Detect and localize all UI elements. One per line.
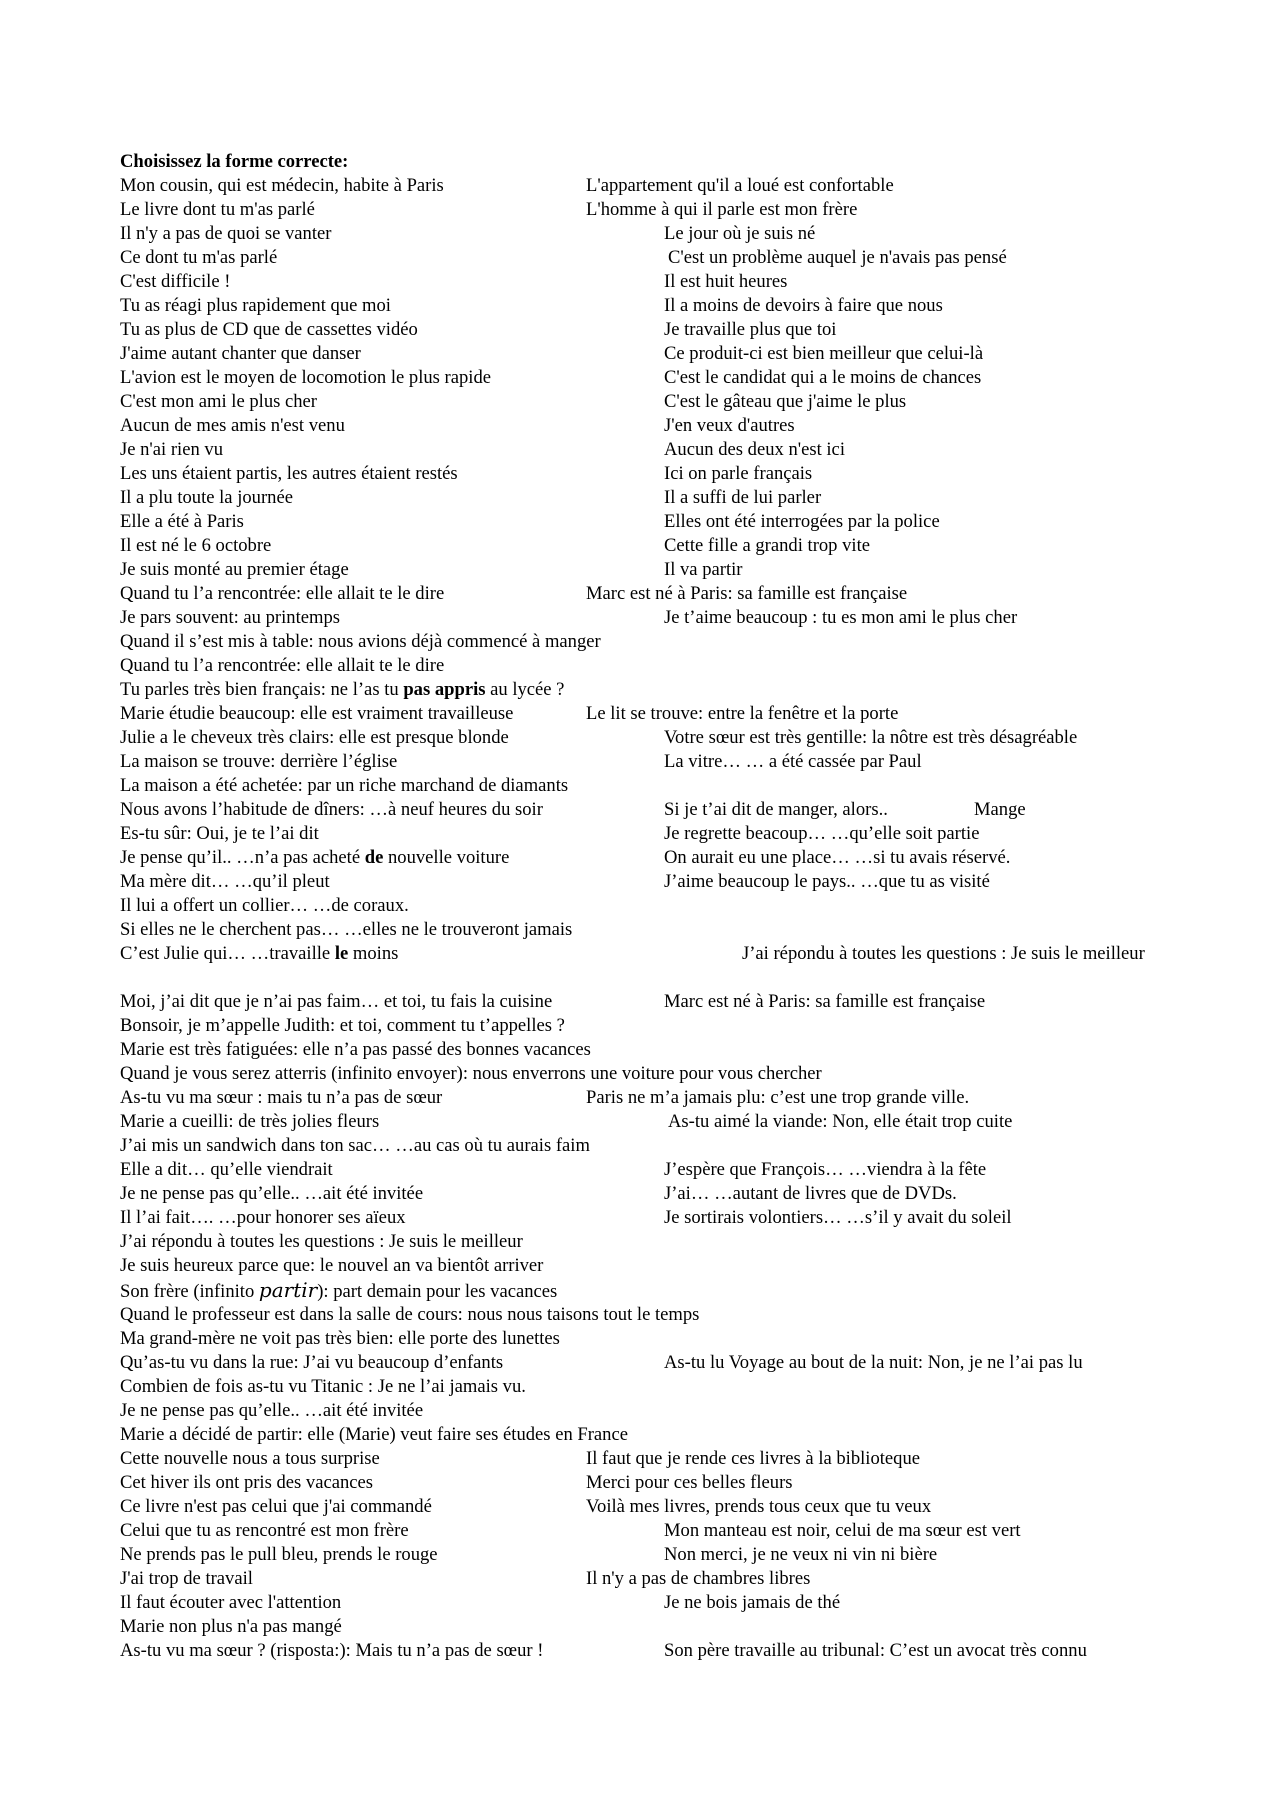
- sentence-row: [120, 246, 1200, 270]
- sentence-left: Ma grand-mère ne voit pas très bien: elle porte des lunettes: [120, 1328, 560, 1349]
- sentence-emphasis: de: [364, 847, 384, 868]
- sentence-row: [120, 1134, 1200, 1158]
- sentence-left: Je pars souvent: au printemps: [120, 607, 340, 628]
- sentence-right: Je travaille plus que toi: [664, 319, 837, 340]
- sentence-row: [120, 1447, 1200, 1471]
- sentence-row: [120, 606, 1200, 630]
- sentence-right: On aurait eu une place… …si tu avais réservé.: [664, 847, 1011, 868]
- sentence-left: C'est difficile !: [120, 271, 231, 292]
- sentence-left: Cet hiver ils ont pris des vacances: [120, 1472, 374, 1493]
- sentence-left: [120, 846, 509, 870]
- sentence-row: [120, 1591, 1200, 1615]
- sentence-left: Je suis monté au premier étage: [120, 559, 349, 580]
- sentence-right: Votre sœur est très gentille: la nôtre est très désagréable: [664, 727, 1078, 748]
- sentence-left: [120, 1278, 557, 1304]
- sentence-row: [120, 1351, 1200, 1375]
- sentence-left: J’ai mis un sandwich dans ton sac… …au cas où tu aurais faim: [120, 1135, 590, 1156]
- sentence-left: J'ai trop de travail: [120, 1568, 253, 1589]
- sentence-left: Je ne pense pas qu’elle.. …ait été invitée: [120, 1183, 424, 1204]
- sentence-left: Quand tu l’a rencontrée: elle allait te le dire: [120, 655, 445, 676]
- sentence-right: Je t’aime beaucoup : tu es mon ami le plus cher: [664, 607, 1018, 628]
- sentence-row: [120, 1182, 1200, 1206]
- sentence-row: [120, 558, 1200, 582]
- sentence-row: [120, 582, 1200, 606]
- sentence-left: Bonsoir, je m’appelle Judith: et toi, comment tu t’appelles ?: [120, 1015, 565, 1036]
- sentence-left: Marie non plus n'a pas mangé: [120, 1616, 342, 1637]
- sentence-text: nouvelle voiture: [383, 847, 510, 868]
- sentence-row: [120, 534, 1200, 558]
- sentence-right: C'est un problème auquel je n'avais pas pensé: [668, 247, 1007, 268]
- sentence-right: As-tu aimé la viande: Non, elle était trop cuite: [668, 1111, 1013, 1132]
- exercise-title: Choisissez la forme correcte:: [120, 151, 349, 172]
- sentence-row: [120, 1495, 1200, 1519]
- sentence-right: Ce produit-ci est bien meilleur que celui-là: [664, 343, 984, 364]
- sentence-row: [120, 1038, 1200, 1062]
- sentence-row: [120, 726, 1200, 750]
- sentence-left: Marie est très fatiguées: elle n’a pas passé des bonnes vacances: [120, 1039, 591, 1060]
- sentence-right: Merci pour ces belles fleurs: [586, 1472, 793, 1493]
- sentence-left: Quand il s’est mis à table: nous avions déjà commencé à manger: [120, 631, 601, 652]
- sentence-left: Tu as réagi plus rapidement que moi: [120, 295, 391, 316]
- sentence-left: Il a plu toute la journée: [120, 487, 293, 508]
- sentence-row: [120, 918, 1200, 942]
- sentence-row: [120, 366, 1200, 390]
- sentence-row: [120, 894, 1200, 918]
- sentence-left: Qu’as-tu vu dans la rue: J’ai vu beaucoup d’enfants: [120, 1352, 504, 1373]
- sentence-left: Aucun de mes amis n'est venu: [120, 415, 345, 436]
- sentence-left: Il faut écouter avec l'attention: [120, 1592, 342, 1613]
- sentence-left: Elle a dit… qu’elle viendrait: [120, 1159, 333, 1180]
- sentence-right: Je sortirais volontiers… …s’il y avait du soleil: [664, 1207, 1012, 1228]
- sentence-right: Aucun des deux n'est ici: [664, 439, 845, 460]
- sentence-right: Le jour où je suis né: [664, 223, 816, 244]
- sentence-row: [120, 990, 1200, 1014]
- sentence-left: As-tu vu ma sœur ? (risposta:): Mais tu n’a pas de sœur !: [120, 1640, 544, 1661]
- sentence-emphasis: le: [334, 943, 349, 964]
- sentence-right: Mon manteau est noir, celui de ma sœur est vert: [664, 1520, 1021, 1541]
- sentence-row: [120, 1375, 1200, 1399]
- sentence-row: [120, 1062, 1200, 1086]
- sentence-row: [120, 1254, 1200, 1278]
- sentence-emphasis: partir: [258, 1278, 318, 1302]
- sentence-right: Non merci, je ne veux ni vin ni bière: [664, 1544, 938, 1565]
- sentence-right: Si je t’ai dit de manger, alors..: [664, 799, 888, 820]
- sentence-left: Quand le professeur est dans la salle de cours: nous nous taisons tout le temps: [120, 1304, 700, 1325]
- sentence-row: [120, 198, 1200, 222]
- sentence-left: L'avion est le moyen de locomotion le plus rapide: [120, 367, 492, 388]
- sentence-left: Il l’ai fait…. …pour honorer ses aïeux: [120, 1207, 406, 1228]
- sentence-right: J’espère que François… …viendra à la fête: [664, 1159, 987, 1180]
- sentence-left: La maison a été achetée: par un riche marchand de diamants: [120, 775, 569, 796]
- sentence-right: Il faut que je rende ces livres à la biblioteque: [586, 1448, 921, 1469]
- sentence-left: Celui que tu as rencontré est mon frère: [120, 1520, 409, 1541]
- sentence-left: Elle a été à Paris: [120, 511, 244, 532]
- sentence-left: Le livre dont tu m'as parlé: [120, 199, 315, 220]
- sentence-row: [120, 1230, 1200, 1254]
- sentence-right: J’aime beaucoup le pays.. …que tu as visité: [664, 871, 990, 892]
- sentence-emphasis: pas appris: [403, 679, 486, 700]
- sentence-left: Marie a cueilli: de très jolies fleurs: [120, 1111, 380, 1132]
- sentence-row: [120, 414, 1200, 438]
- sentence-row: [120, 774, 1200, 798]
- sentence-right: L'appartement qu'il a loué est confortable: [586, 175, 894, 196]
- sentence-left: Quand tu l’a rencontrée: elle allait te le dire: [120, 583, 445, 604]
- sentence-right: Le lit se trouve: entre la fenêtre et la porte: [586, 703, 899, 724]
- sentence-right: C'est le candidat qui a le moins de chances: [664, 367, 982, 388]
- sentence-row: [120, 486, 1200, 510]
- sentence-left: Les uns étaient partis, les autres étaient restés: [120, 463, 458, 484]
- sentence-row: [120, 438, 1200, 462]
- sentence-text: Tu parles très bien français: ne l’as tu: [120, 679, 404, 700]
- sentence-right: Il n'y a pas de chambres libres: [586, 1568, 811, 1589]
- sentence-row: [120, 390, 1200, 414]
- sentence-right: Marc est né à Paris: sa famille est française: [586, 583, 908, 604]
- sentence-right: Il a suffi de lui parler: [664, 487, 822, 508]
- sentence-right: Il va partir: [664, 559, 743, 580]
- sentence-left: Marie a décidé de partir: elle (Marie) veut faire ses études en France: [120, 1424, 628, 1445]
- sentence-row: [120, 678, 1200, 702]
- sentence-right: Je ne bois jamais de thé: [664, 1592, 841, 1613]
- sentence-right: J’ai… …autant de livres que de DVDs.: [664, 1183, 957, 1204]
- sentence-answer: Mange: [974, 799, 1026, 820]
- sentence-left: Ma mère dit… …qu’il pleut: [120, 871, 330, 892]
- sentence-left: Je ne pense pas qu’elle.. …ait été invitée: [120, 1400, 424, 1421]
- sentence-text: au lycée ?: [485, 679, 565, 700]
- sentence-left: Ce livre n'est pas celui que j'ai commandé: [120, 1496, 432, 1517]
- exercise-sheet: [120, 150, 1200, 1663]
- sentence-left: Il est né le 6 octobre: [120, 535, 272, 556]
- sentence-left: Nous avons l’habitude de dîners: …à neuf heures du soir: [120, 799, 543, 820]
- sentence-row: [120, 222, 1200, 246]
- sentence-text: Son frère (infinito: [120, 1281, 259, 1302]
- sentence-row: [120, 798, 1200, 822]
- sentence-left: Je n'ai rien vu: [120, 439, 224, 460]
- sentence-row: [120, 1327, 1200, 1351]
- sentence-right: Marc est né à Paris: sa famille est française: [664, 991, 986, 1012]
- sentence-left: Si elles ne le cherchent pas… …elles ne le trouveront jamais: [120, 919, 573, 940]
- sentence-left: As-tu vu ma sœur : mais tu n’a pas de sœur: [120, 1087, 443, 1108]
- sentence-row: [120, 1014, 1200, 1038]
- sentence-row: [120, 1615, 1200, 1639]
- sentence-row: [120, 1567, 1200, 1591]
- sentence-right: Je regrette beacoup… …qu’elle soit partie: [664, 823, 980, 844]
- sentence-left: Mon cousin, qui est médecin, habite à Paris: [120, 175, 444, 196]
- sentence-row: [120, 630, 1200, 654]
- sentence-left: J’ai répondu à toutes les questions : Je suis le meilleur: [120, 1231, 523, 1252]
- sentence-row: [120, 1086, 1200, 1110]
- sentence-row: [120, 1471, 1200, 1495]
- sentence-row: [120, 342, 1200, 366]
- sentence-left: Je suis heureux parce que: le nouvel an va bientôt arriver: [120, 1255, 544, 1276]
- sentence-left: Il lui a offert un collier… …de coraux.: [120, 895, 409, 916]
- sentence-row: [120, 870, 1200, 894]
- sentence-row: [120, 1423, 1200, 1447]
- sentence-text: C’est Julie qui… …travaille: [120, 943, 335, 964]
- sentence-row: [120, 846, 1200, 870]
- sentence-row: [120, 822, 1200, 846]
- sentence-left: Es-tu sûr: Oui, je te l’ai dit: [120, 823, 319, 844]
- sentence-right: Cette fille a grandi trop vite: [664, 535, 871, 556]
- sentence-row-wrapped: [120, 942, 1200, 990]
- sentence-right: Son père travaille au tribunal: C’est un avocat très connu: [664, 1640, 1087, 1661]
- sentence-row: [120, 1543, 1200, 1567]
- sentence-right: Paris ne m’a jamais plu: c’est une trop grande ville.: [586, 1087, 970, 1108]
- sentence-left: [120, 678, 564, 702]
- sentence-right: C'est le gâteau que j'aime le plus: [664, 391, 907, 412]
- sentence-right: Il est huit heures: [664, 271, 788, 292]
- sentence-row: [120, 270, 1200, 294]
- sentence-right: Ici on parle français: [664, 463, 813, 484]
- sentence-row: [120, 1639, 1200, 1663]
- sentence-row: [120, 1278, 1200, 1303]
- sentence-right: J’ai répondu à toutes les questions : Je suis le meilleur: [742, 943, 1145, 964]
- sentence-left: Marie étudie beaucoup: elle est vraiment travailleuse: [120, 703, 514, 724]
- sentence-right: La vitre… … a été cassée par Paul: [664, 751, 922, 772]
- sentence-left: J'aime autant chanter que danser: [120, 343, 361, 364]
- sentence-row: [120, 750, 1200, 774]
- sentence-row: [120, 1110, 1200, 1134]
- sentence-text: ): part demain pour les vacances: [317, 1281, 558, 1302]
- sentence-left: Il n'y a pas de quoi se vanter: [120, 223, 332, 244]
- sentence-left: Ce dont tu m'as parlé: [120, 247, 278, 268]
- sentence-left: Quand je vous serez atterris (infinito envoyer): nous enverrons une voiture pour vous chercher: [120, 1063, 822, 1084]
- sentence-row: [120, 654, 1200, 678]
- sentence-row: [120, 1303, 1200, 1327]
- sentence-row: [120, 294, 1200, 318]
- sentence-row: [120, 174, 1200, 198]
- sentence-row: [120, 1158, 1200, 1182]
- sentence-right: L'homme à qui il parle est mon frère: [586, 199, 858, 220]
- sentence-row: [120, 462, 1200, 486]
- sentence-right: J'en veux d'autres: [664, 415, 795, 436]
- sentence-row: [120, 318, 1200, 342]
- sentence-row: [120, 702, 1200, 726]
- sentence-left: Moi, j’ai dit que je n’ai pas faim… et toi, tu fais la cuisine: [120, 991, 553, 1012]
- sentence-text: moins: [348, 943, 399, 964]
- sentence-left: C'est mon ami le plus cher: [120, 391, 317, 412]
- sentence-right: Voilà mes livres, prends tous ceux que tu veux: [586, 1496, 932, 1517]
- sentence-text: Je pense qu’il.. …n’a pas acheté: [120, 847, 365, 868]
- sentence-left: Ne prends pas le pull bleu, prends le rouge: [120, 1544, 438, 1565]
- sentence-row: [120, 1206, 1200, 1230]
- sentence-row: [120, 510, 1200, 534]
- sentence-left: Combien de fois as-tu vu Titanic : Je ne l’ai jamais vu.: [120, 1376, 526, 1397]
- sentence-right: Il a moins de devoirs à faire que nous: [664, 295, 943, 316]
- sentence-left: Julie a le cheveux très clairs: elle est presque blonde: [120, 727, 509, 748]
- sentence-right: As-tu lu Voyage au bout de la nuit: Non, je ne l’ai pas lu: [664, 1352, 1083, 1373]
- sentence-left: La maison se trouve: derrière l’église: [120, 751, 398, 772]
- sentence-left: Tu as plus de CD que de cassettes vidéo: [120, 319, 418, 340]
- sentence-left: Cette nouvelle nous a tous surprise: [120, 1448, 380, 1469]
- sentence-row: [120, 1399, 1200, 1423]
- sentence-row: [120, 1519, 1200, 1543]
- sentence-right: Elles ont été interrogées par la police: [664, 511, 940, 532]
